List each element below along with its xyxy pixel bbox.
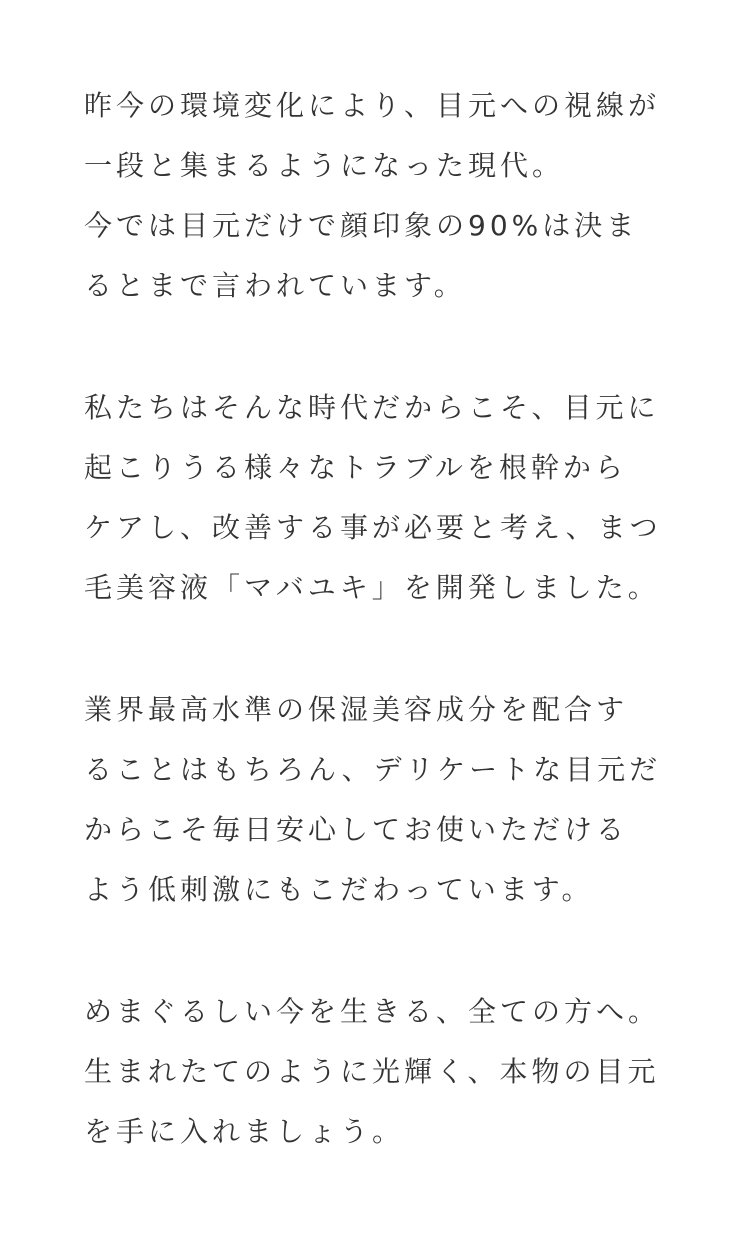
text-line: 生まれたてのように光輝く、本物の目元 [84,1055,660,1088]
text-line: ることはもちろん、デリケートな目元だ [84,753,662,786]
paragraph-ingredients [84,680,684,920]
text-line: 昨今の環境変化により、目元への視線が [84,89,661,122]
text-line: ケアし、改善する事が必要と考え、まつ [84,511,662,544]
paragraph-spacer [84,618,684,680]
text-line: よう低刺激にもこだわっています。 [84,873,594,906]
text-line: めまぐるしい今を生きる、全ての方へ。 [84,995,661,1028]
text-line: を手に入れましょう。 [84,1115,405,1148]
text-line: 私たちはそんな時代だからこそ、目元に [84,391,660,424]
paragraph-closing [84,982,684,1162]
text-line: るとまで言われています。 [84,269,466,302]
text-line: 今では目元だけで顔印象の90%は決ま [84,209,639,242]
body-text [84,76,684,1162]
paragraph-intro [84,76,684,316]
text-line: 一段と集まるようになった現代。 [84,149,565,182]
text-line: からこそ毎日安心してお使いただける [84,813,629,846]
text-line: 起こりうる様々なトラブルを根幹から [84,451,627,484]
text-line: 毛美容液「マバユキ」を開発しました。 [84,571,660,604]
paragraph-spacer [84,920,684,982]
text-line: 業界最高水準の保湿美容成分を配合す [84,693,629,726]
paragraph-spacer [84,316,684,378]
paragraph-development [84,378,684,618]
